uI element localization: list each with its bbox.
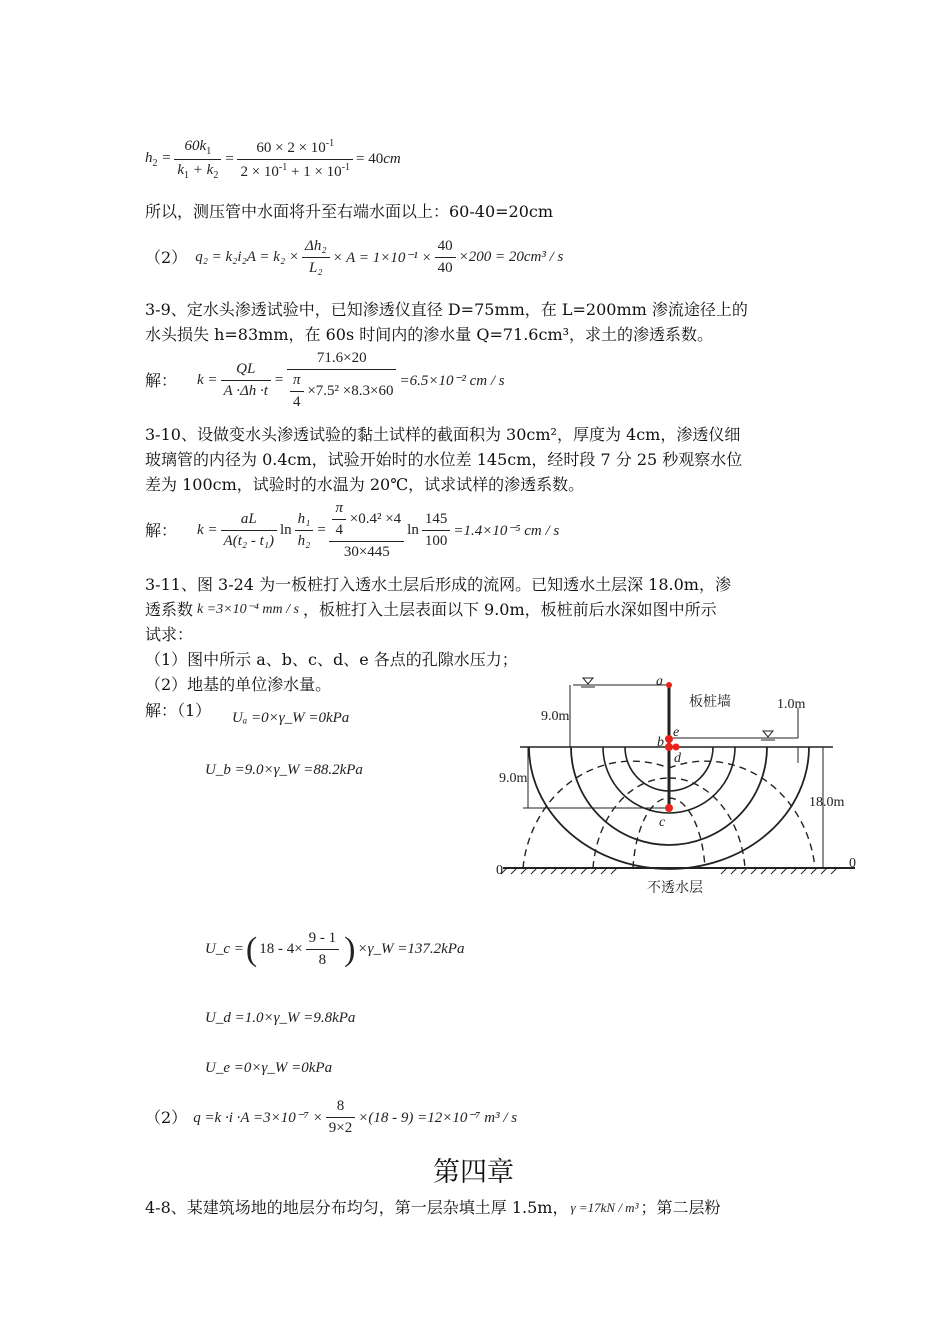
formula-h2: $h_2$ = $\frac{60k_1}{k_1 + k_2}$ = $\frac{60 \times 2 \times 10^{-1}}{2 \times 10^{-1} + 1 \times 10^{-1}}$ = 40 cm (145, 138, 401, 181)
wall-label: 板桩墙 (689, 694, 731, 710)
problem-3-9-line2: 水头损失 h=83mm，在 60s 时间内的渗水量 Q=71.6cm³，求土的渗透系数。 (145, 325, 714, 344)
pressure-ua: Uₐ =0×γ_W =0kPa (232, 710, 350, 726)
label-b: b (657, 735, 664, 750)
label-e: e (673, 725, 680, 740)
dim-1: 1.0m (777, 697, 806, 712)
impermeable-label: 不透水层 (647, 880, 703, 896)
solution-3-10: 解： k = $\frac{aL}{\text{A(t₂ - t₁)}}$ ln $\frac{\text{h₁}}{\text{h₂}}$ = $\frac{\pi}{4}$ ×0.4² ×4 30×445 ln $\frac{145}{100}$ =1.4×10⁻⁵ cm / s (145, 500, 560, 560)
chapter-title: 第四章 (433, 1157, 514, 1188)
problem-4-8-line1: 4-8、某建筑场地的地层分布均匀，第一层杂填土厚 1.5m， γ =17kN / m³ ；第二层粉 (145, 1198, 721, 1217)
label-a: a (656, 674, 663, 689)
problem-3-10-line2: 玻璃管的内径为 0.4cm，试验开始时的水位差 145cm，经时段 7 分 25 秒观察水位 (145, 450, 743, 469)
problem-3-11-line1: 3-11、图 3-24 为一板桩打入透水土层后形成的流网。已知透水土层深 18.0m，渗 (145, 575, 731, 594)
part2-label: （2） (145, 247, 188, 267)
problem-3-11-line2: 透系数 k =3×10⁻⁴ mm / s ，板桩打入土层表面以下 9.0m，板桩前后水深如图中所示 (145, 600, 717, 619)
pressure-uc: U_c = ( 18 - 4× $\frac{9 - 1}{8}$ ) ×γ_W =137.2kPa (205, 930, 465, 968)
problem-3-10-line3: 差为 100cm，试验时的水温为 20℃，试求试样的渗透系数。 (145, 475, 585, 494)
dim-18: 18.0m (809, 795, 845, 810)
problem-3-11-line3: 试求： (145, 625, 194, 644)
dim-9-bottom: 9.0m (499, 771, 528, 786)
formula-q: （2） q =k ·i ·A =3×10⁻⁷ × $\frac{8}{9\times 2}$ ×(18 - 9) =12×10⁻⁷ m³ / s (145, 1098, 518, 1136)
result-text-60-40: 所以，测压管中水面将升至右端水面以上：60-40=20cm (145, 202, 554, 221)
pressure-ue: U_e =0×γ_W =0kPa (205, 1060, 333, 1076)
pressure-ud: U_d =1.0×γ_W =9.8kPa (205, 1010, 356, 1026)
zero-left: 0 (496, 863, 503, 878)
question-1: （1）图中所示 a、b、c、d、e 各点的孔隙水压力； (145, 650, 518, 669)
solution-3-11-label: 解：（1） (145, 701, 212, 720)
dim-9-top: 9.0m (541, 709, 570, 724)
question-2: （2）地基的单位渗水量。 (145, 675, 332, 694)
solution-3-9: 解： k = $\frac{QL}{A \cdot\Delta h \cdot t}$ = 71.6×20 $\frac{\pi}{4}$ ×7.5² ×8.3×60 =6.5×10⁻² cm / s (145, 350, 505, 410)
flow-net-diagram (493, 668, 863, 898)
problem-3-10-line1: 3-10、设做变水头渗透试验的黏土试样的截面积为 30cm²，厚度为 4cm，渗透仪细 (145, 425, 741, 444)
formula-q2: （2） q₂ = k₂i₂A = k₂ × $\frac{\text{Δh₂}}{\text{L₂}}$ × A = 1×10⁻¹ × $\frac{40}{40}$ ×200 = 20cm³ / s (145, 238, 564, 276)
label-c: c (659, 815, 666, 830)
pressure-ub: U_b =9.0×γ_W =88.2kPa (205, 762, 363, 778)
problem-3-9-line1: 3-9、定水头渗透试验中，已知渗透仪直径 D=75mm，在 L=200mm 渗流途径上的 (145, 300, 748, 319)
zero-right: 0 (849, 856, 856, 871)
label-d: d (674, 751, 681, 766)
